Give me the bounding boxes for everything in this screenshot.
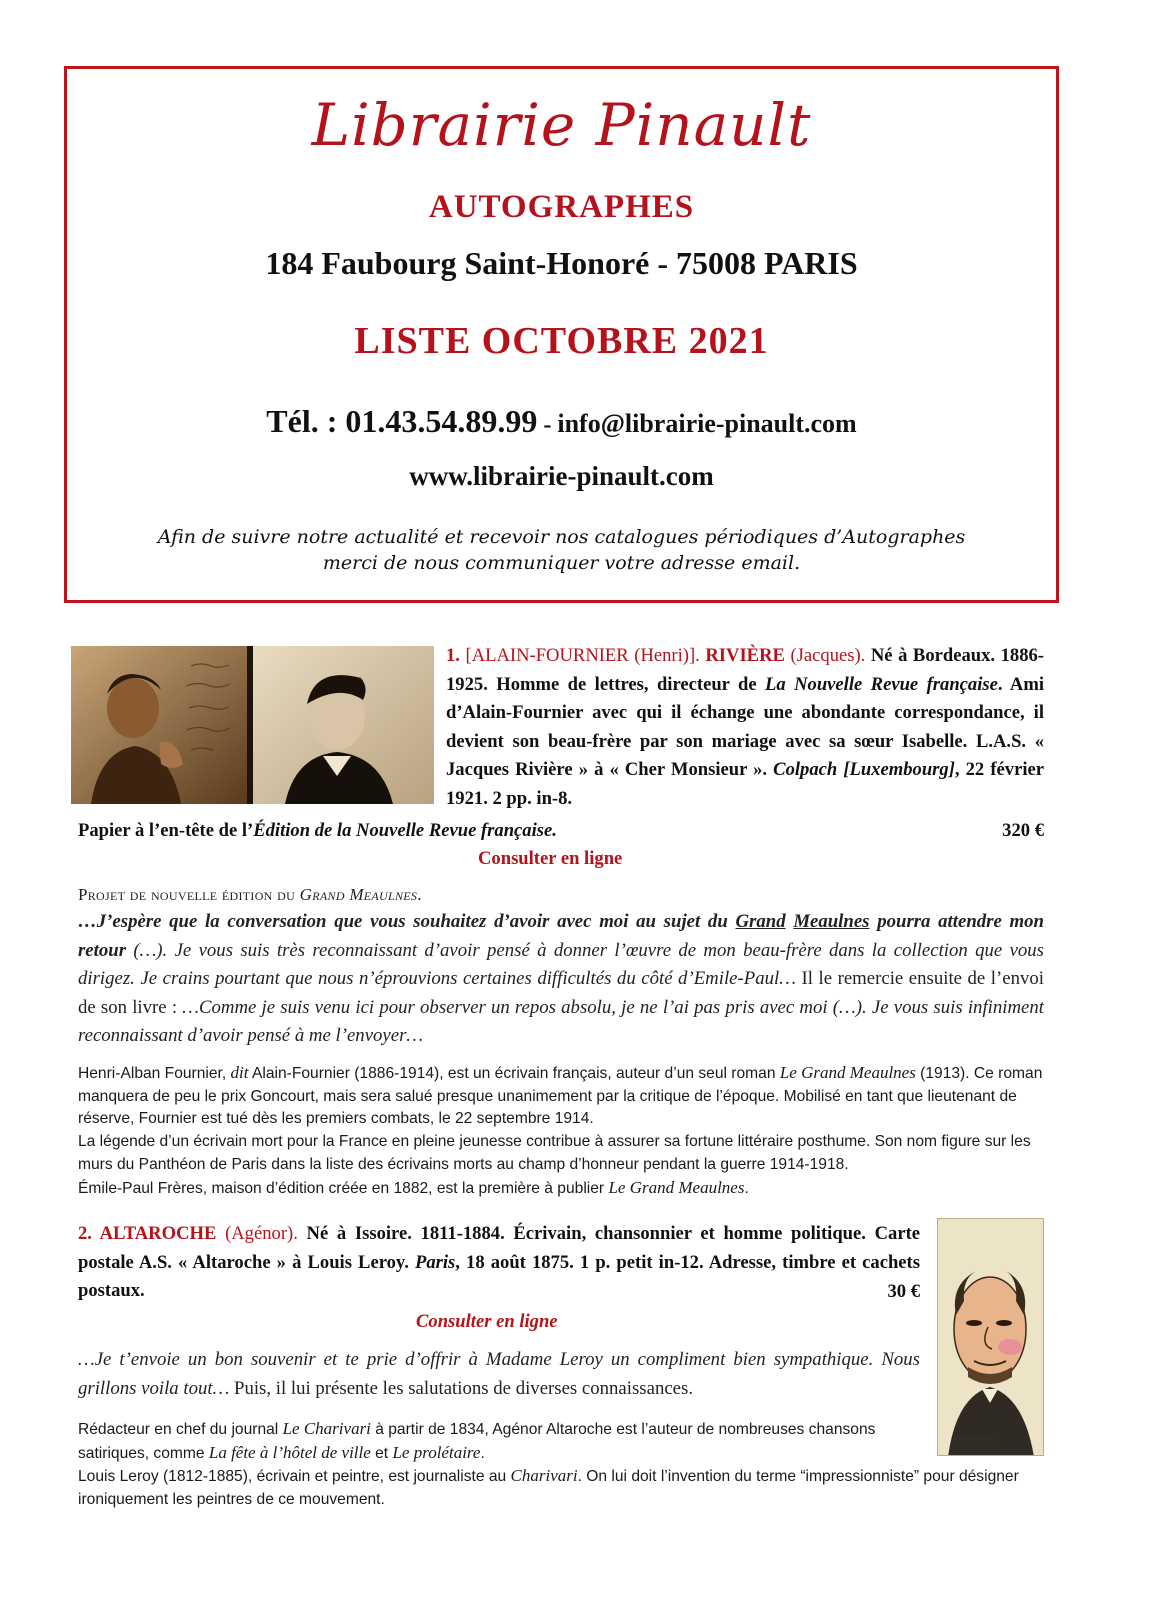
note-italic: Le Grand Meaulnes (608, 1177, 745, 1197)
item2-quote (78, 1346, 920, 1403)
note-italic: Le Grand Meaulnes (779, 1063, 916, 1082)
item2-bio-cont: , 18 août 1875. 1 p. petit in-12. Adresse, timbre et cachets postaux. (78, 1251, 920, 1302)
item2-author-first: (Agénor). (225, 1223, 298, 1244)
website-link[interactable]: www.librairie-pinault.com (409, 461, 714, 491)
note-text: . (744, 1179, 749, 1197)
item1-consult-link[interactable]: Consulter en ligne (478, 848, 623, 869)
item1-author: RIVIÈRE (705, 645, 785, 666)
newsletter-note-line: merci de nous communiquer votre adresse email. (322, 552, 801, 574)
note-text: Rédacteur en chef du journal (78, 1421, 283, 1438)
item1-quote (78, 908, 1044, 1051)
item2-quote-italic: …Je t’envoie un bon souvenir et te prie d’offrir à Madame Leroy un compliment bien sympathique. Nous grillons voila tout… (78, 1349, 920, 1399)
note-text: Émile-Paul Frères, maison d’édition créée en 1882, est la première à publier (78, 1179, 609, 1197)
note-italic: Charivari (510, 1466, 578, 1486)
newsletter-note (107, 524, 1016, 576)
item2-caricature (937, 1218, 1044, 1456)
item1-price: 320 € (1002, 820, 1044, 841)
item1-heading (78, 885, 422, 905)
item1-quote-italic: (…). Je vous suis très reconnaissant d’avoir pensé à donner l’œuvre de mon beau-frère dans la collection que vous dirigez. Je crains pourtant que nous n’éprouvions certaines difficultés du côté d’Emile-Paul… (78, 939, 1044, 989)
item2-caricature-graphic (938, 1219, 1044, 1456)
item2-note (78, 1465, 1044, 1511)
item1-description (446, 642, 1044, 814)
caricature-caption: Altaroche (952, 1435, 996, 1445)
item1-author-first: (Jacques). (790, 645, 866, 666)
note-text: Henri-Alban Fournier, (78, 1065, 231, 1082)
item1-note (78, 1062, 1044, 1131)
email-link[interactable]: info@librairie-pinault.com (557, 409, 857, 438)
item1-letterhead (78, 820, 557, 842)
item2-price: 30 € (887, 1281, 920, 1302)
item2-notes (78, 1418, 1044, 1512)
item1-heading-title: Grand Meaulnes (299, 885, 418, 904)
item1-date-format: , 22 février 1921. 2 pp. in-8. (446, 759, 1044, 809)
item1-quote-underline: Grand (735, 911, 786, 932)
item2-quote-roman: Puis, il lui présente les salutations de diverses connaissances. (229, 1377, 694, 1399)
shop-name: Librairie Pinault (311, 91, 812, 159)
item1-number: 1. (446, 645, 460, 666)
section-title: AUTOGRAPHES (428, 189, 695, 225)
contact-line (67, 403, 1056, 440)
item1-heading-text: Projet de nouvelle édition du (78, 885, 300, 904)
item1-quote-italic: …Comme je suis venu ici pour observer un repos absolu, je ne l’ai pas pris avec moi (…). Je vous suis infiniment reconnaissant d’avoir pensé à me l’envoyer… (78, 996, 1044, 1046)
note-text: à partir de 1834, Agénor Altaroche est l’auteur de nombreuses chansons satiriques, comme (78, 1421, 876, 1462)
note-italic: Le prolétaire (392, 1442, 481, 1462)
item2-number: 2. (78, 1223, 92, 1244)
item2-place: Paris (414, 1251, 456, 1273)
note-text: (1913). Ce roman manquera de peu le prix Goncourt, mais sera salué presque unanimement par la critique de l’époque. Mobilisé en tant que lieutenant de réserve, Fournier est tué dès les premiers combats, le 22 septembre 1914. (78, 1065, 1043, 1128)
item1-quote-underline: Meaulnes (793, 911, 870, 932)
item1-bio-title: La Nouvelle Revue française (765, 673, 998, 695)
item1-heading-end: . (417, 885, 422, 904)
phone-number: Tél. : 01.43.54.89.99 (266, 403, 538, 439)
header-box (64, 66, 1059, 603)
item1-place: Colpach [Luxembourg] (773, 759, 955, 781)
item1-quote-roman: Il le remercie ensuite de l’envoi de son livre : (78, 968, 1044, 1018)
item2-bio: Né à Issoire. 1811-1884. Écrivain, chansonnier et homme politique. Carte postale A.S. « Altaroche » à Louis Leroy. (78, 1223, 921, 1273)
note-italic: dit (230, 1063, 249, 1082)
item2-consult-link[interactable]: Consulter en ligne (416, 1311, 558, 1332)
item1-photo-graphic (71, 646, 434, 804)
shop-address: 184 Faubourg Saint-Honoré - 75008 PARIS (265, 245, 858, 281)
item1-photo (71, 646, 434, 804)
note-text: et (370, 1444, 393, 1462)
item1-notes (78, 1062, 1044, 1200)
item1-bio: Né à Bordeaux. 1886-1925. Homme de lettres, directeur de (446, 645, 1044, 695)
note-italic: La fête à l’hôtel de ville (208, 1442, 371, 1462)
note-italic: Le Charivari (282, 1419, 371, 1438)
item1-letterhead-text: Papier à l’en-tête de l’ (78, 820, 254, 841)
item1-subject: [ALAIN-FOURNIER (465, 645, 629, 666)
newsletter-note-line: Afin de suivre notre actualité et recevoir nos catalogues périodiques d’Autographes (157, 526, 966, 548)
item1-letterhead-title: Édition de la Nouvelle Revue française. (253, 820, 557, 841)
list-title: LISTE OCTOBRE 2021 (354, 320, 769, 362)
contact-separator: - (543, 412, 552, 438)
note-text: . On lui doit l’invention du terme “impressionniste” pour désigner ironiquement les peintres de ce mouvement. (78, 1468, 1019, 1509)
item1-note: La légende d’un écrivain mort pour la France en pleine jeunesse contribue à assurer sa fortune littéraire posthume. Son nom figure sur les murs du Panthéon de Paris dans la liste des écrivains morts au champ d’honneur pendant la guerre 1914-1918. (78, 1133, 1031, 1173)
item2-note (78, 1418, 923, 1465)
note-text: Alain-Fournier (1886-1914), est un écrivain français, auteur d’un seul roman (248, 1065, 780, 1082)
item1-note (78, 1177, 1044, 1201)
note-text: . (480, 1444, 485, 1462)
item1-subject-first: (Henri)]. (634, 645, 700, 666)
item1-quote-bold: pourra attendre mon retour (78, 911, 1044, 961)
item1-bio-cont: . Ami d’Alain-Fournier avec qui il échange une abondante correspondance, il devient son beau-frère par son mariage avec sa sœur Isabelle. L.A.S. « Jacques Rivière » à « Cher Monsieur ». (446, 673, 1044, 781)
note-text: Louis Leroy (1812-1885), écrivain et peintre, est journaliste au (78, 1468, 511, 1486)
item1-quote-bold: …J’espère que la conversation que vous souhaitez d’avoir avec moi au sujet du (78, 911, 736, 932)
item2-description (78, 1220, 920, 1306)
item2-author: ALTAROCHE (99, 1223, 217, 1244)
